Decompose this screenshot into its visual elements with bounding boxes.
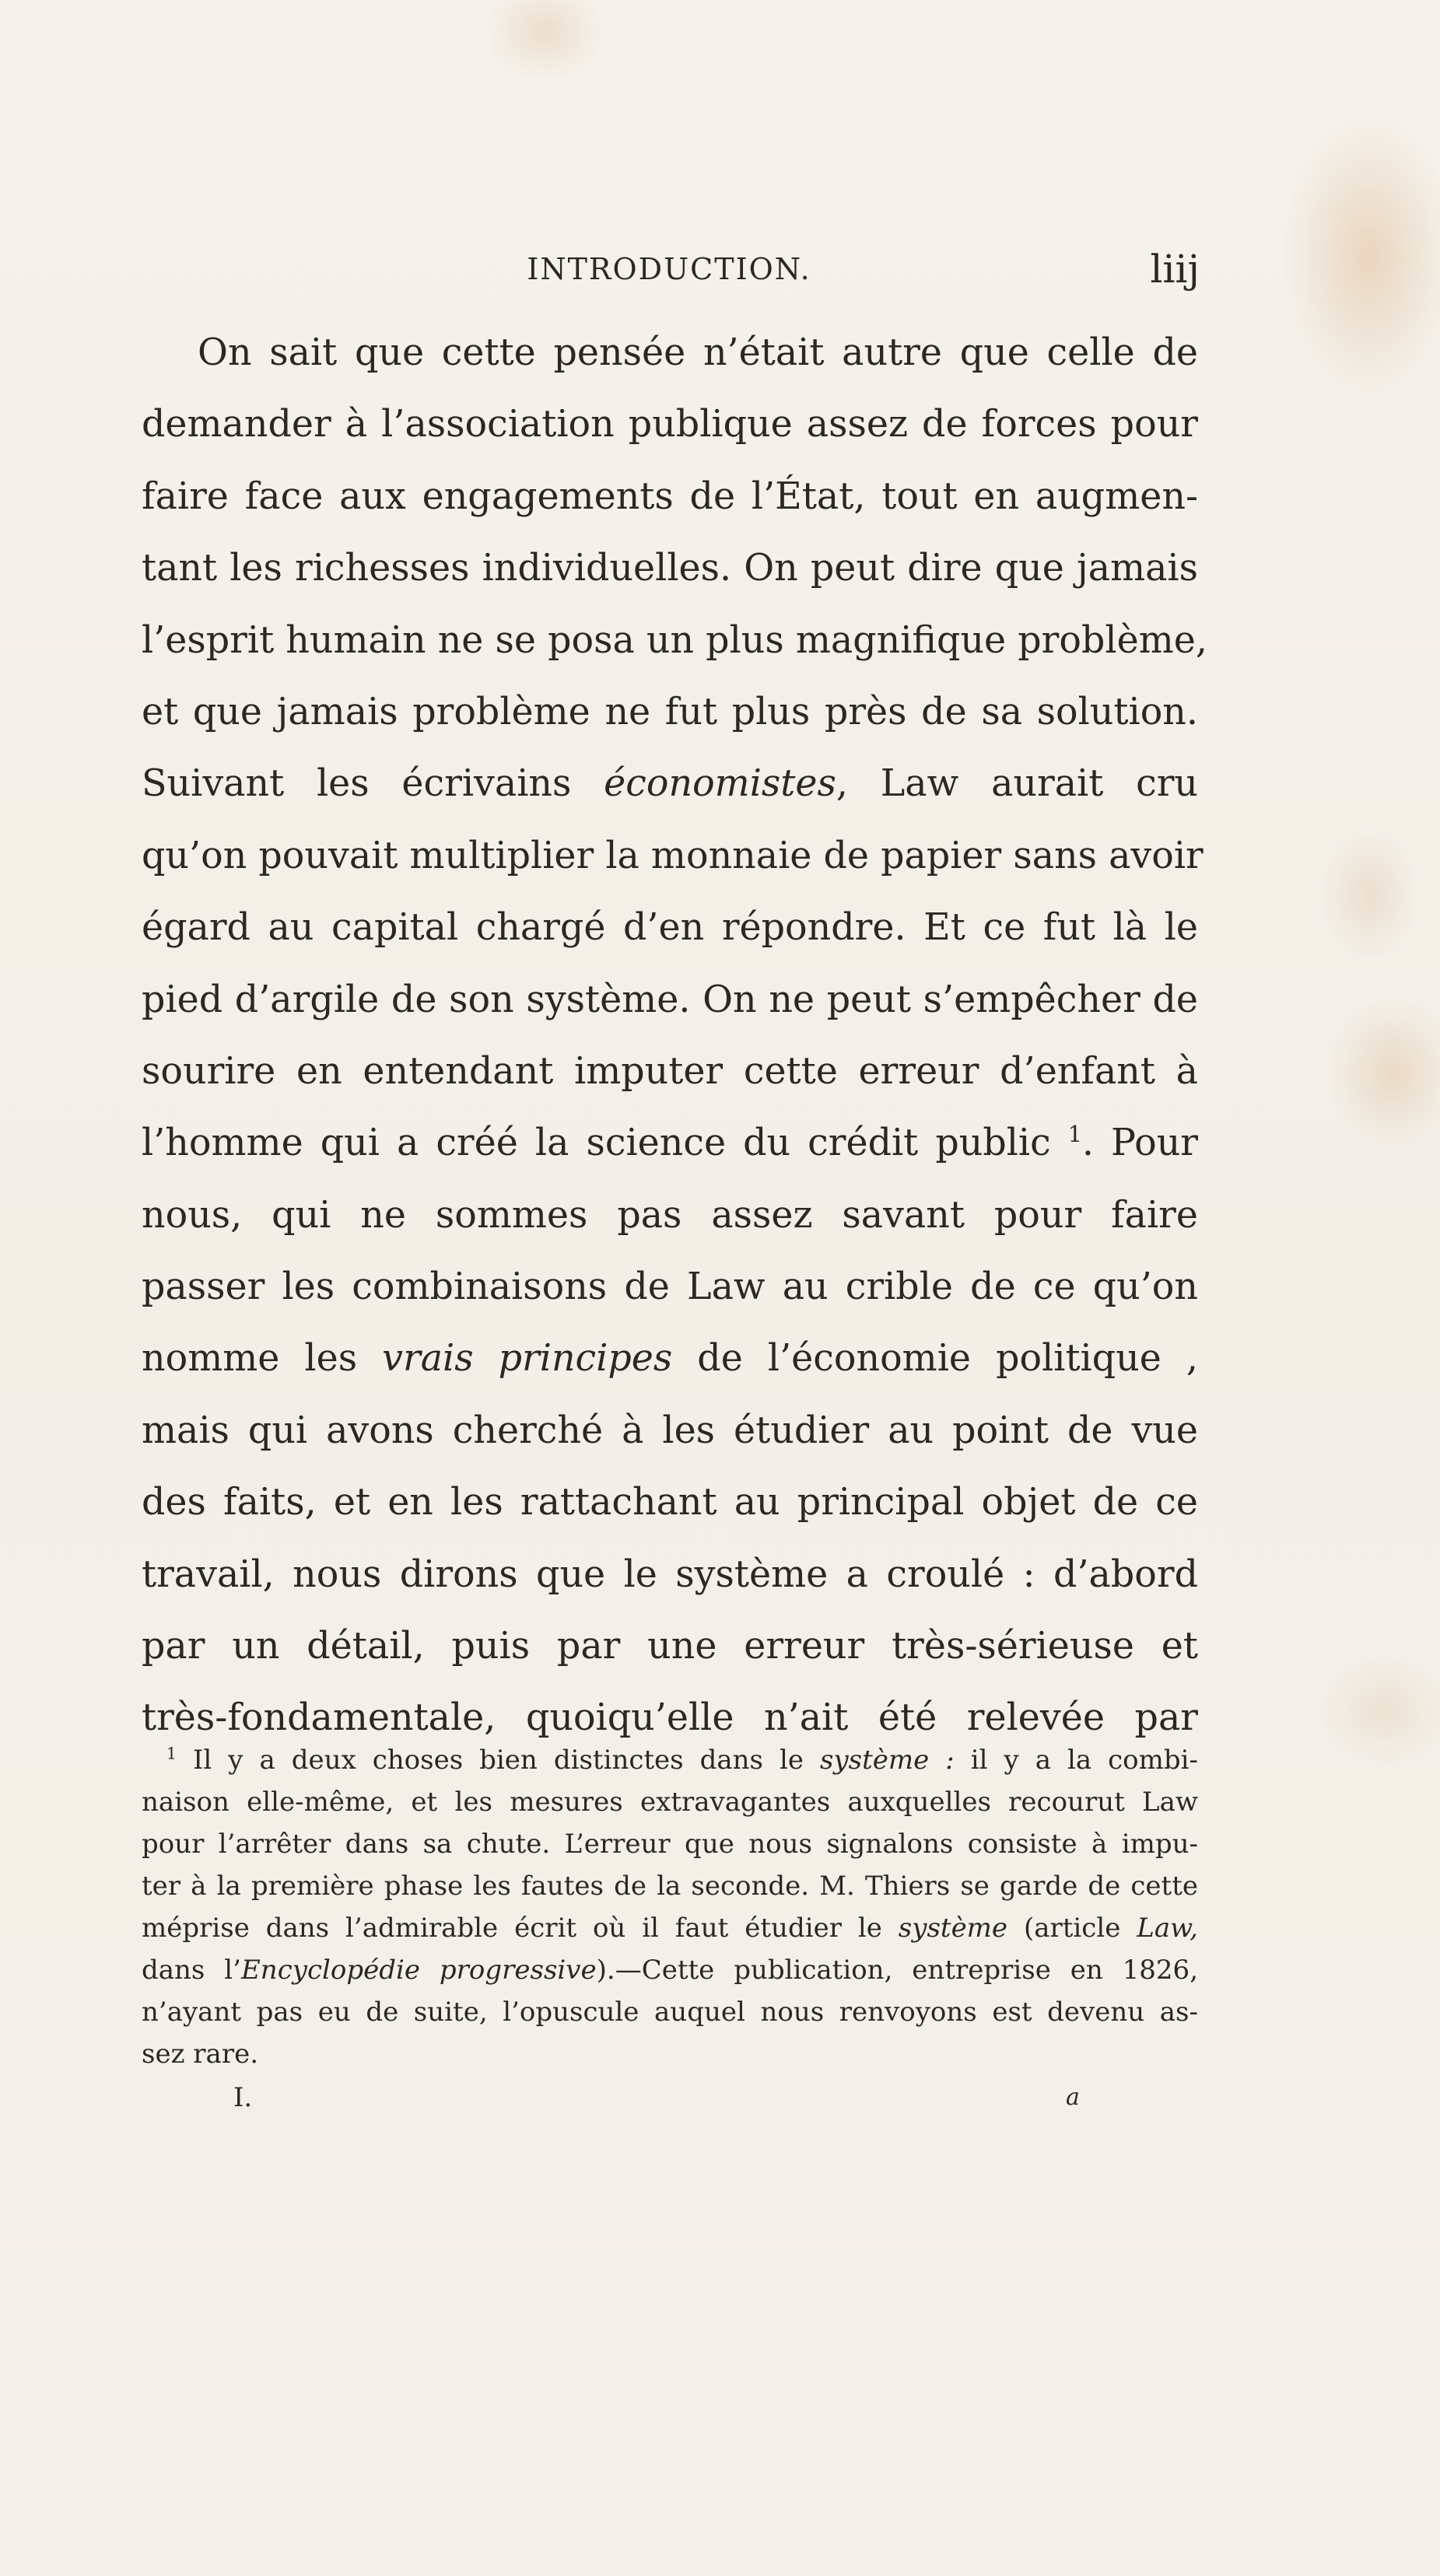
body-line: nomme les vrais principes de l’économie politique , [142,1337,1198,1381]
body-line: tant les richesses individuelles. On peut dire que jamais [142,547,1198,590]
body-line: l’esprit humain ne se posa un plus magnifique problème, [142,618,1207,662]
body-line: par un détail, puis par une erreur très-sérieuse et [142,1625,1198,1668]
body-line: mais qui avons cherché à les étudier au point de vue [142,1409,1198,1452]
footnote [142,1739,1198,2075]
body-line: très-fondamentale, quoiqu’elle n’ait été relevée par [142,1696,1198,1740]
body-line: sourire en entendant imputer cette erreur d’enfant à [142,1049,1198,1093]
page-number: liij [1150,247,1200,292]
body-line: égard au capital chargé d’en répondre. Et ce fut là le [142,906,1198,950]
body-line: On sait que cette pensée n’était autre que celle de [198,331,1198,374]
footnote-line: méprise dans l’admirable écrit où il faut étudier le système (article Law, [142,1913,1198,1944]
body-line: nous, qui ne sommes pas assez savant pour faire [142,1193,1198,1237]
footnote-ref: 1 [1067,1122,1082,1148]
body-line: demander à l’association publique assez de forces pour [142,403,1198,446]
body-line: Suivant les écrivains économistes, Law aurait cru [142,762,1198,806]
footnote-line: $^1$ Il y a deux choses bien distinctes dans le système : il y a la combi- [166,1744,1198,1776]
footnote-line: pour l’arrêter dans sa chute. L’erreur que nous signalons consiste à impu- [142,1829,1198,1860]
footnote-line: n’ayant pas eu de suite, l’opuscule auquel nous renvoyons est devenu as- [142,1997,1198,2028]
body-line: passer les combinaisons de Law au crible de ce qu’on [142,1265,1198,1309]
body-text [142,317,1207,1755]
body-line: qu’on pouvait multiplier la monnaie de papier sans avoir [142,834,1204,877]
footnote-line: ter à la première phase les fautes de la seconde. M. Thiers se garde de cette [142,1871,1198,1902]
footnote-marker: 1 [166,1744,177,1763]
body-line: l’homme qui a créé la science du crédit public $^1$. Pour [142,1122,1198,1165]
body-line: pied d’argile de son système. On ne peut s’empêcher de [142,978,1198,1021]
body-line: faire face aux engagements de l’État, tout en augmen- [142,474,1198,518]
footnote-line: dans l’Encyclopédie progressive).—Cette publication, entreprise en 1826, [142,1955,1198,1986]
footnote-line: naison elle-même, et les mesures extravagantes auxquelles recourut Law [142,1787,1198,1818]
running-head [140,246,1198,292]
body-line: des faits, et en les rattachant au principal objet de ce [142,1481,1198,1524]
body-line: travail, nous dirons que le système a croulé : d’abord [142,1552,1198,1596]
footnote-line: sez rare. [142,2039,258,2070]
running-title: INTRODUCTION. [527,252,811,286]
body-line: et que jamais problème ne fut plus près de sa solution. [142,690,1198,733]
signature-mark: I. [233,2082,253,2113]
signature-letter: a [1066,2084,1080,2111]
